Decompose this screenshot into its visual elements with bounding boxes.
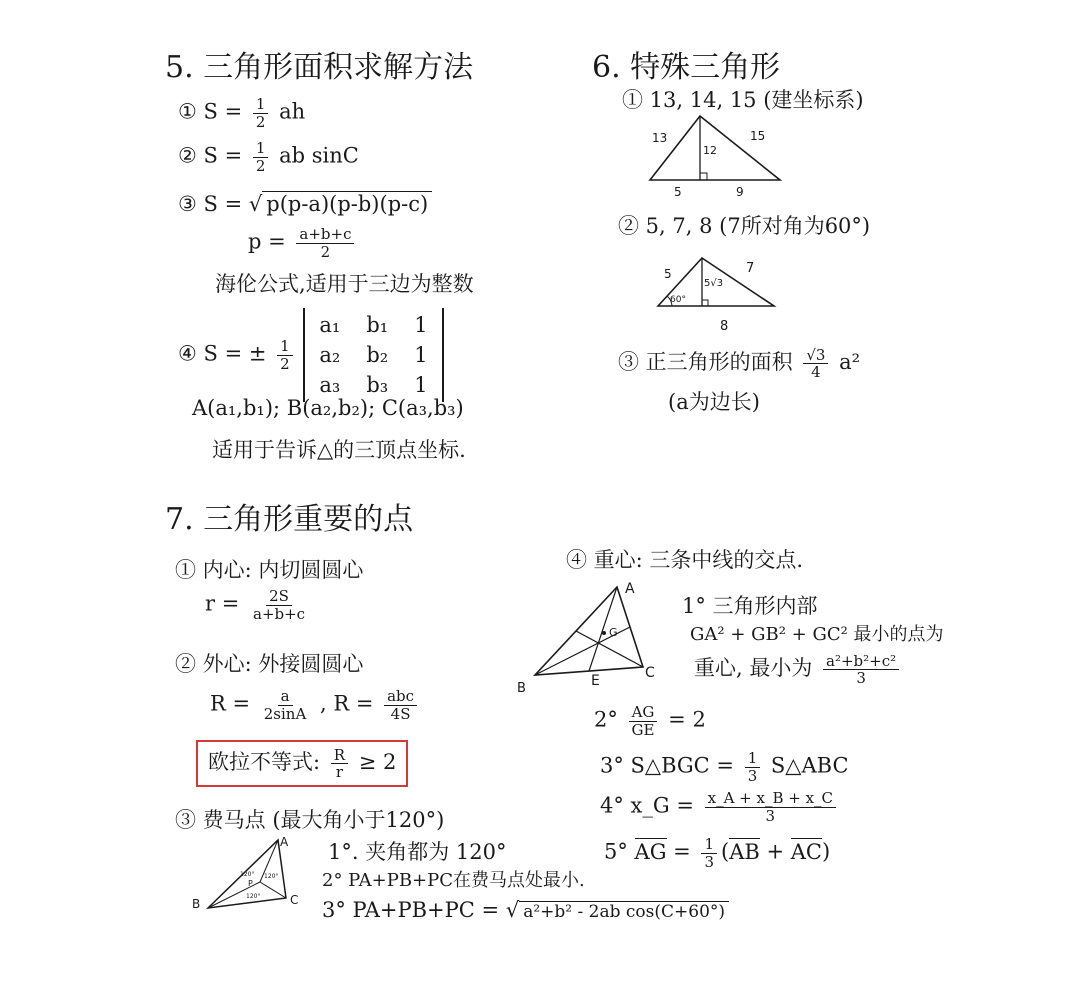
sqrt-sign: √	[505, 898, 520, 922]
base-label-left: 5	[674, 185, 682, 199]
angle-label: 120°	[246, 893, 261, 900]
denominator: 4S	[390, 704, 411, 723]
formula-lhs: 3° S△BGC =	[600, 753, 741, 778]
formula-lhs: 2°	[594, 707, 625, 732]
det-cell: 1	[414, 343, 428, 367]
formula-lhs: S = ±	[203, 341, 274, 366]
det-cell: b₃	[366, 373, 389, 397]
s7-centroid-1: 1° 三角形内部	[682, 594, 818, 618]
formula-lhs: , R =	[320, 691, 381, 716]
s7-centroid-5	[604, 836, 830, 870]
s5-p-definition	[248, 226, 358, 260]
side-label-right: 7	[746, 261, 755, 276]
denominator: 2sinA	[263, 704, 307, 723]
formula-rhs: ab sinC	[279, 143, 359, 168]
formula-lhs: p =	[248, 229, 293, 254]
formula-lhs: 4° x_G =	[600, 793, 701, 818]
fraction	[823, 653, 899, 687]
sqrt-radicand: p(p-a)(p-b)(p-c)	[262, 191, 432, 216]
s5-method-2	[178, 140, 359, 174]
section-6-title: 6. 特殊三角形	[592, 50, 781, 85]
index-marker: ④	[178, 341, 197, 366]
s6-triangle-2-title: ② 5, 7, 8 (7所对角为60°)	[618, 214, 871, 238]
base-label: 8	[720, 319, 729, 334]
vector-ag: AG	[634, 839, 667, 864]
numerator: a²+b²+c²	[823, 653, 899, 671]
s7-incenter: ① 内心: 内切圆圆心	[175, 558, 364, 582]
numerator: abc	[384, 688, 417, 706]
s6-equilateral-note: (a为边长)	[668, 390, 760, 414]
vector-ac: AC	[790, 839, 822, 864]
fraction	[705, 790, 836, 824]
s5-coords-note: 适用于告诉△的三顶点坐标.	[212, 438, 466, 462]
fraction	[384, 688, 417, 722]
right-angle-mark	[702, 300, 708, 306]
numerator: 2S	[266, 588, 292, 606]
det-cell: a₂	[319, 343, 341, 367]
sqrt-sign: √	[248, 192, 263, 216]
determinant-row	[319, 310, 427, 340]
triangle-outline	[535, 587, 643, 675]
numerator: x_A + x_B + x_C	[705, 790, 836, 808]
s7-centroid-1c	[694, 652, 903, 687]
det-cell: a₁	[319, 313, 341, 337]
centroid-diagram	[515, 575, 665, 695]
numerator: √3	[803, 347, 828, 365]
s6-triangle-1-title: ① 13, 14, 15 (建坐标系)	[622, 88, 864, 112]
right-angle-mark	[700, 173, 707, 180]
determinant-row	[319, 340, 427, 370]
s5-method-1	[178, 96, 305, 130]
section-7-title: 7. 三角形重要的点	[165, 502, 414, 537]
denominator: 3	[747, 766, 758, 785]
det-cell: 1	[414, 373, 428, 397]
fraction	[745, 750, 761, 784]
formula-lhs: 重心, 最小为	[694, 656, 820, 680]
denominator: 3	[856, 669, 866, 687]
denominator: a+b+c	[253, 604, 306, 623]
angle-label: 120°	[240, 871, 255, 878]
numerator: a+b+c	[296, 226, 354, 244]
det-cell: b₁	[366, 313, 389, 337]
numerator: AG	[629, 704, 658, 722]
numerator: 1	[253, 140, 269, 158]
formula-lhs: r =	[205, 591, 246, 616]
euler-inequality-box	[196, 740, 408, 787]
determinant	[303, 308, 443, 402]
s7-fermat-1: 1°. 夹角都为 120°	[328, 840, 507, 864]
midpoint-label-e: E	[591, 673, 600, 689]
formula-lhs: 3° PA+PB+PC =	[322, 898, 506, 922]
vertex-label-c: C	[290, 893, 299, 907]
side-label-left: 13	[652, 131, 668, 145]
plus-sign: +	[759, 839, 791, 864]
vertex-label-c: C	[645, 665, 655, 681]
fraction	[250, 588, 308, 622]
fraction	[261, 688, 310, 722]
centroid-label-g: G	[609, 626, 618, 639]
numerator: 1	[277, 338, 293, 356]
fraction	[253, 96, 269, 130]
open-paren: (	[721, 839, 730, 864]
denominator: GE	[631, 720, 655, 739]
denominator: 3	[704, 852, 714, 871]
denominator: 2	[280, 354, 290, 373]
formula-rhs: = 2	[668, 707, 706, 732]
det-cell: b₂	[366, 343, 389, 367]
numerator: 1	[253, 96, 269, 114]
fermat-line-pc	[260, 882, 286, 898]
s6-equilateral-area	[618, 346, 860, 381]
index-marker: ③	[178, 192, 197, 216]
fraction	[701, 836, 717, 870]
vertex-label-b: B	[192, 897, 201, 911]
numerator: 1	[745, 750, 761, 768]
formula-lhs: S =	[203, 143, 249, 168]
denominator: 2	[320, 242, 331, 261]
sqrt-radicand: a²+b² - 2ab cos(C+60°)	[519, 901, 729, 922]
s7-fermat-3	[322, 898, 729, 922]
s5-coords: A(a₁,b₁); B(a₂,b₂); C(a₃,b₃)	[192, 396, 464, 420]
formula-lhs: 5°	[604, 839, 635, 864]
fermat-point-diagram	[190, 832, 310, 918]
det-cell: a₃	[319, 373, 341, 397]
s7-centroid-3	[600, 750, 849, 784]
fraction	[253, 140, 269, 174]
numerator: a	[278, 688, 293, 706]
vector-ab: AB	[729, 839, 760, 864]
numerator: R	[331, 747, 348, 765]
formula-rhs: ah	[279, 99, 306, 124]
s7-centroid-2	[594, 704, 706, 738]
s7-fermat-2: 2° PA+PB+PC在费马点处最小.	[322, 870, 585, 891]
s7-incenter-formula	[205, 588, 312, 622]
vertex-label-a: A	[280, 835, 289, 849]
formula-lhs: ③ 正三角形的面积	[618, 350, 800, 374]
angle-label: 120°	[264, 873, 279, 880]
fraction	[629, 704, 658, 738]
s5-method-4	[178, 308, 444, 402]
height-label: 5√3	[704, 278, 724, 289]
formula-lhs: R =	[210, 691, 257, 716]
vertex-label-b: B	[517, 681, 526, 695]
fraction	[803, 347, 828, 381]
close-paren: )	[822, 839, 831, 864]
equals-sign: =	[666, 839, 698, 864]
numerator: 1	[701, 836, 717, 854]
triangle-13-14-15-diagram	[640, 110, 790, 200]
centroid-point	[602, 631, 606, 635]
index-marker: ①	[178, 99, 197, 124]
height-label: 12	[703, 144, 717, 157]
triangle-5-7-8-diagram	[650, 248, 780, 338]
angle-label: 60°	[670, 295, 686, 305]
formula-rhs: S△ABC	[770, 753, 849, 778]
formula-rhs: ≥ 2	[358, 750, 397, 774]
fraction	[277, 338, 293, 372]
s7-centroid-1b: GA² + GB² + GC² 最小的点为	[690, 624, 944, 645]
denominator: 2	[255, 112, 266, 131]
formula-rhs: a²	[839, 350, 861, 374]
s5-method-3	[178, 192, 432, 216]
s7-circumcenter: ② 外心: 外接圆圆心	[175, 652, 364, 676]
s7-centroid: ④ 重心: 三条中线的交点.	[566, 548, 804, 572]
fraction	[296, 226, 354, 260]
index-marker: ②	[178, 143, 197, 168]
denominator: r	[335, 763, 343, 781]
side-label-left: 5	[664, 267, 672, 281]
s7-fermat: ③ 费马点 (最大角小于120°)	[175, 808, 445, 832]
fraction	[331, 747, 348, 781]
denominator: 4	[811, 363, 821, 381]
base-label-right: 9	[736, 185, 744, 199]
formula-lhs: S =	[203, 192, 249, 216]
s7-centroid-4	[600, 790, 840, 824]
vertex-label-a: A	[625, 581, 635, 597]
s5-heron-note: 海伦公式,适用于三边为整数	[215, 272, 474, 296]
s7-circumradius-formula	[210, 688, 421, 722]
side-label-right: 15	[750, 129, 766, 143]
formula-lhs: 欧拉不等式:	[208, 750, 327, 774]
formula-lhs: S =	[203, 99, 249, 124]
fermat-point-label: P	[248, 879, 253, 888]
denominator: 2	[255, 156, 266, 175]
det-cell: 1	[414, 313, 428, 337]
section-5-title: 5. 三角形面积求解方法	[165, 50, 474, 85]
denominator: 3	[765, 806, 776, 825]
